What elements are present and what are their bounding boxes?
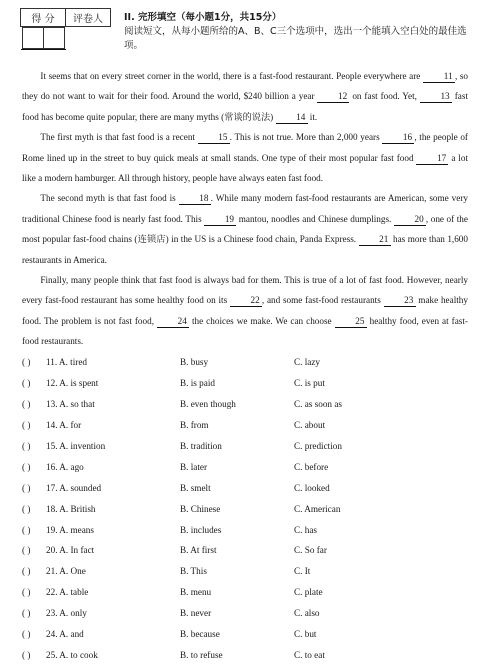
option-c: C. but [294,629,317,640]
text: a lot like a modern hamburger. All through history, people have always eaten fast food. [22,152,469,184]
option-c: C. lazy [294,357,321,368]
option-a: 22. A. table [46,587,89,598]
text: it. [307,111,318,122]
answer-parenthesis[interactable]: ( ) [22,587,31,598]
blank-24: 24 [157,316,189,328]
option-b: B. even though [180,399,236,410]
answer-parenthesis[interactable]: ( ) [22,378,31,389]
option-a: 13. A. so that [46,399,95,410]
text: , so they do not want to wait for their food. Around the world, $240 billion a year [22,71,468,102]
answer-parenthesis[interactable]: ( ) [22,503,31,514]
option-a: 25. A. to cook [46,649,98,660]
option-c: C. about [294,420,326,431]
option-c: C. also [294,608,320,619]
option-row [22,498,468,519]
option-row [22,561,468,582]
option-row [22,582,468,603]
option-row [22,456,468,477]
option-c: C. prediction [294,441,342,451]
option-c: C. It [294,566,311,577]
option-row [22,519,468,540]
option-a: 14. A. for [46,420,82,431]
option-b: B. tradition [180,441,222,451]
text: the choices we make. We can choose [189,315,335,326]
answer-parenthesis[interactable]: ( ) [22,420,31,431]
score-table [20,8,111,50]
text: make healthy food. The problem is not fast food, [22,295,468,326]
option-c: C. American [294,503,341,514]
option-b: B. smelt [180,482,211,493]
score-label: 得 分 [21,9,66,27]
option-a: 16. A. ago [46,461,84,472]
blank-21: 21 [359,234,391,246]
blank-17: 17 [416,153,448,165]
score-cell[interactable] [22,28,43,49]
text: has more than 1,600 restaurants in America. [22,234,468,265]
option-b: B. At first [180,545,217,556]
option-row [22,624,468,645]
option-b: B. because [180,629,220,640]
paragraph-4 [22,270,468,352]
option-b: B. to refuse [180,649,223,660]
option-a: 21. A. One [46,566,86,577]
option-a: 23. A. only [46,608,87,619]
answer-parenthesis[interactable]: ( ) [22,441,31,451]
option-row [22,394,468,415]
option-b: B. later [180,461,208,472]
option-c: C. plate [294,587,323,598]
answer-parenthesis[interactable]: ( ) [22,482,31,493]
section-instruction: 阅读短文，从每小题所给的A、B、C三个选项中，选出一个能填入空白处的最佳选项。 [124,26,467,51]
blank-15: 15 [198,132,230,144]
text: . This is not true. More than 2,000 years [229,132,383,143]
option-row [22,373,468,394]
option-c: C. before [294,461,329,472]
option-row [22,644,468,665]
option-row [22,540,468,561]
text: The first myth is that fast food is a recent [40,132,198,143]
section-header [124,11,474,53]
answer-parenthesis[interactable]: ( ) [22,524,31,535]
text: on fast food. Yet, [349,91,420,102]
option-row [22,436,468,457]
answer-parenthesis[interactable]: ( ) [22,357,31,368]
option-b: B. from [180,420,209,431]
paragraph-1 [22,66,468,127]
answer-parenthesis[interactable]: ( ) [22,461,31,472]
option-a: 18. A. British [46,503,96,514]
grader-label: 评卷人 [66,9,111,27]
text: mantou, noodles and Chinese dumplings. [236,213,394,224]
option-a: 17. A. sounded [46,482,102,493]
text: . While many modern fast-food restaurants are American, some very traditional Chinese food is nearly fast food. This [22,193,468,224]
option-a: 19. A. means [46,524,94,535]
text: fast food has become quite popular, there are many myths (常谈的说法) [22,91,469,122]
text: Finally, many people think that fast food is always bad for them. This is true of a lot of fast food. However, nearly every fast-food restaurant has some healthy food on its [22,275,468,306]
option-a: 15. A. invention [46,441,106,451]
option-c: C. has [294,524,317,535]
option-b: B. includes [180,524,222,535]
blank-19: 19 [204,214,236,226]
text: , and some fast-food restaurants [261,295,384,306]
answer-parenthesis[interactable]: ( ) [22,545,31,556]
option-c: C. to eat [294,649,325,660]
option-c: C. as soon as [294,399,342,410]
grader-cell[interactable] [43,28,64,49]
option-c: C. So far [294,545,327,556]
option-row [22,603,468,624]
blank-18: 18 [179,193,211,205]
option-c: C. looked [294,482,330,493]
option-b: B. This [180,566,207,577]
option-a: 20. A. In fact [46,545,95,556]
text: The second myth is that fast food is [40,193,179,204]
answer-parenthesis[interactable]: ( ) [22,566,31,577]
blank-16: 16 [382,132,414,144]
option-a: 11. A. tired [46,357,87,368]
answer-parenthesis[interactable]: ( ) [22,649,31,660]
option-c: C. is put [294,378,325,389]
blank-23: 23 [384,295,416,307]
option-row [22,415,468,436]
option-row [22,352,468,373]
passage [22,66,468,352]
section-title: II. 完形填空（每小题1分，共15分） [124,12,282,23]
blank-14: 14 [276,112,308,124]
text: healthy food, even at fast-food restaurants. [22,315,468,347]
text: It seems that on every street corner in the world, there is a fast-food restaurant. People everywhere are [40,71,423,81]
blank-12: 12 [317,91,349,103]
option-b: B. never [180,608,212,619]
blank-20: 20 [394,214,426,226]
option-a: 24. A. and [46,629,84,640]
answer-parenthesis[interactable]: ( ) [22,608,31,619]
text: , one of the most popular fast-food chains (连锁店) in the US is a Chinese food chain, Panda Express. [22,213,468,245]
blank-13: 13 [420,91,452,103]
answer-parenthesis[interactable]: ( ) [22,399,31,410]
blank-22: 22 [230,295,262,307]
options-list [22,352,468,665]
option-b: B. Chinese [180,503,221,514]
option-b: B. busy [180,357,209,368]
paragraph-3 [22,188,468,270]
option-b: B. is paid [180,378,215,389]
answer-parenthesis[interactable]: ( ) [22,629,31,640]
option-a: 12. A. is spent [46,378,99,389]
paragraph-2 [22,127,468,188]
option-b: B. menu [180,587,212,598]
option-row [22,477,468,498]
text: , the people of Rome lined up in the street to buy quick meals at small stands. One type of their most popular fast food [22,132,468,163]
blank-11: 11 [423,71,455,83]
blank-25: 25 [335,316,367,328]
